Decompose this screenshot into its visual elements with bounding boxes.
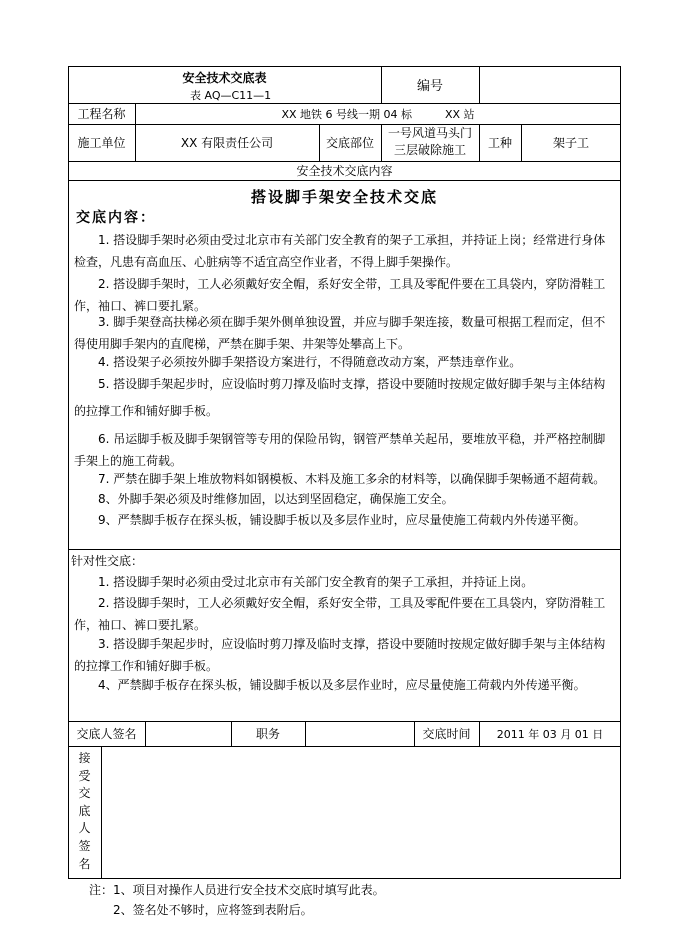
signer-label: 交底人签名 <box>76 727 137 741</box>
number-label: 编号 <box>416 79 443 94</box>
form-title: 安全技术交底表 <box>182 71 267 85</box>
receiver-label: 接 受 交 底 人 签 名 <box>78 751 91 871</box>
content-paragraph: 9、严禁脚手板存在探头板，铺设脚手板以及多层作业时，应尽量使施工荷载内外传递平衡。 <box>98 513 586 527</box>
targeted-paragraph: 1. 搭设脚手架时必须由受过北京市有关部门安全教育的架子工承担，并持证上岗。 <box>98 575 534 589</box>
note-1: 注：1、项目对操作人员进行安全技术交底时填写此表。 <box>89 883 385 897</box>
unit-value: XX 有限责任公司 <box>180 136 274 150</box>
receiver-signature-area[interactable] <box>101 746 621 879</box>
post-label: 职务 <box>255 727 280 741</box>
content-paragraph: 7. 严禁在脚手架上堆放物料如钢模板、木料及施工多余的材料等，以确保脚手架畅通不超荷载。 <box>98 472 606 486</box>
row-divider <box>68 549 621 550</box>
post-value[interactable] <box>305 721 414 746</box>
doc-title: 搭设脚手架安全技术交底 <box>250 188 438 206</box>
time-value: 2011 年 03 月 01 日 <box>496 727 604 741</box>
content-paragraph: 3. 脚手架登高扶梯必须在脚手架外侧单独设置，并应与脚手架连接，数量可根据工程而定，但不得使用脚手架内的直爬梯，严禁在脚手架、井架等处攀高上下。 <box>74 315 606 351</box>
content-paragraph: 1. 搭设脚手架时必须由受过北京市有关部门安全教育的架子工承担，并持证上岗；经常进行身体检查，凡患有高血压、心脏病等不适宜高空作业者，不得上脚手架操作。 <box>74 233 606 269</box>
targeted-paragraph: 4、严禁脚手板存在探头板，铺设脚手板以及多层作业时，应尽量使施工荷载内外传递平衡。 <box>98 678 586 692</box>
content-paragraph: 的拉撑工作和铺好脚手板。 <box>74 404 219 418</box>
targeted-title: 针对性交底： <box>71 554 144 568</box>
project-value: XX 地铁 6 号线一期 04 标 XX 站 <box>281 107 475 121</box>
form-title-cell <box>68 66 381 103</box>
trade-value: 架子工 <box>552 136 589 150</box>
signer-value[interactable] <box>145 721 231 746</box>
form-code: 表 AQ—C11—1 <box>190 89 272 102</box>
unit-label: 施工单位 <box>77 136 126 150</box>
content-paragraph: 5. 搭设脚手架起步时，应设临时剪刀撑及临时支撑，搭设中要随时按规定做好脚手架与主体结构 <box>98 377 606 391</box>
content-paragraph: 2. 搭设脚手架时，工人必须戴好安全帽，系好安全带，工具及零配件要在工具袋内，穿防滑鞋工作，袖口、裤口要扎紧。 <box>74 277 606 313</box>
number-value[interactable] <box>479 66 621 103</box>
part-value-line2: 三层破除施工 <box>393 143 466 157</box>
targeted-paragraph: 2. 搭设脚手架时，工人必须戴好安全帽，系好安全带，工具及零配件要在工具袋内，穿防滑鞋工作，袖口、裤口要扎紧。 <box>74 596 606 632</box>
content-header: 安全技术交底内容 <box>296 164 393 178</box>
part-label: 交底部位 <box>325 136 374 150</box>
part-value-line1: 一号风道马头门 <box>387 126 472 140</box>
time-label: 交底时间 <box>422 727 471 741</box>
note-2: 2、签名处不够时，应将签到表附后。 <box>113 903 313 917</box>
trade-label: 工种 <box>487 136 512 150</box>
content-paragraph: 6. 吊运脚手板及脚手架钢管等专用的保险吊钩，钢管严禁单关起吊，要堆放平稳，并严格控制脚手架上的施工荷载。 <box>74 432 606 468</box>
content-paragraph: 8、外脚手架必须及时维修加固，以达到坚固稳定，确保施工安全。 <box>98 492 454 506</box>
project-label: 工程名称 <box>77 107 126 121</box>
content-paragraph: 4. 搭设架子必须按外脚手架搭设方案进行，不得随意改动方案，严禁违章作业。 <box>98 355 522 369</box>
part-value <box>381 124 479 161</box>
section-title: 交底内容： <box>76 210 156 226</box>
targeted-paragraph: 3. 搭设脚手架起步时，应设临时剪刀撑及临时支撑，搭设中要随时按规定做好脚手架与主体结构的拉撑工作和铺好脚手板。 <box>74 637 606 673</box>
row-divider <box>68 180 621 181</box>
